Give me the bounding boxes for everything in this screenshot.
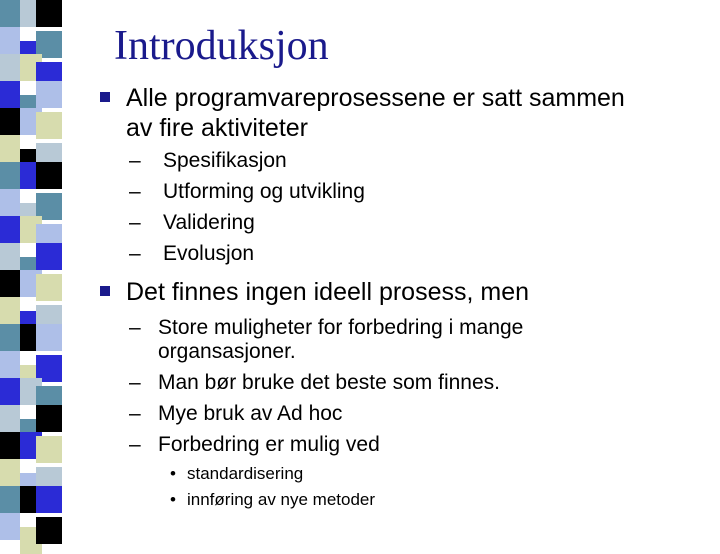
stripe-block <box>0 297 20 324</box>
stripe-block <box>0 81 20 108</box>
stripe-block <box>36 405 62 432</box>
stripe-block <box>36 112 62 139</box>
dash-bullet-icon: – <box>129 180 141 203</box>
stripe-block <box>0 27 20 54</box>
sub-item: Mye bruk av Ad hoc <box>158 402 343 425</box>
stripe-block <box>0 324 20 351</box>
dash-bullet-icon: – <box>129 402 141 425</box>
square-bullet-icon <box>100 286 110 296</box>
stripe-block <box>0 378 20 405</box>
stripe-block <box>0 135 20 162</box>
sub-item-continuation: organsasjoner. <box>158 340 296 363</box>
stripe-block <box>36 162 62 189</box>
sub-item: Evolusjon <box>163 242 255 265</box>
stripe-block <box>36 274 62 301</box>
dash-bullet-icon: – <box>129 242 141 265</box>
dash-bullet-icon: – <box>129 149 141 172</box>
dot-bullet-icon: • <box>170 490 176 509</box>
dash-bullet-icon: – <box>129 433 141 456</box>
stripe-block <box>36 436 62 463</box>
stripe-block <box>0 486 20 513</box>
stripe-block <box>0 54 20 81</box>
stripe-block <box>0 0 20 27</box>
stripe-block <box>0 108 20 135</box>
bullet-2-line-1: Det finnes ingen ideell prosess, men <box>126 278 530 306</box>
square-bullet-icon <box>100 92 110 102</box>
stripe-block <box>0 459 20 486</box>
stripe-block <box>0 351 20 378</box>
stripe-block <box>36 243 62 270</box>
stripe-block <box>0 189 20 216</box>
slide-title: Introduksjon <box>114 23 329 69</box>
stripe-block <box>0 432 20 459</box>
stripe-block <box>0 216 20 243</box>
dash-bullet-icon: – <box>129 316 141 339</box>
stripe-block <box>36 81 62 108</box>
stripe-block <box>36 486 62 513</box>
stripe-block <box>0 162 20 189</box>
stripe-block <box>0 270 20 297</box>
sub-item: Forbedring er mulig ved <box>158 433 380 456</box>
sub-item: Validering <box>163 211 255 234</box>
stripe-block <box>36 324 62 351</box>
sub-item: Utforming og utvikling <box>163 180 365 203</box>
decorative-stripe <box>0 0 68 540</box>
dot-bullet-icon: • <box>170 464 176 483</box>
sub-sub-item: innføring av nye metoder <box>187 490 376 509</box>
bullet-1-line-1: Alle programvareprosessene er satt sammen <box>126 84 625 112</box>
stripe-block <box>0 405 20 432</box>
stripe-block <box>0 243 20 270</box>
stripe-block <box>36 0 62 27</box>
sub-sub-item: standardisering <box>187 464 304 483</box>
sub-item: Store muligheter for forbedring i mange <box>158 316 524 339</box>
dash-bullet-icon: – <box>129 211 141 234</box>
stripe-block <box>0 513 20 540</box>
bullet-1-line-2: av fire aktiviteter <box>126 114 309 142</box>
dash-bullet-icon: – <box>129 371 141 394</box>
sub-item: Man bør bruke det beste som finnes. <box>158 371 500 394</box>
sub-item: Spesifikasjon <box>163 149 287 172</box>
